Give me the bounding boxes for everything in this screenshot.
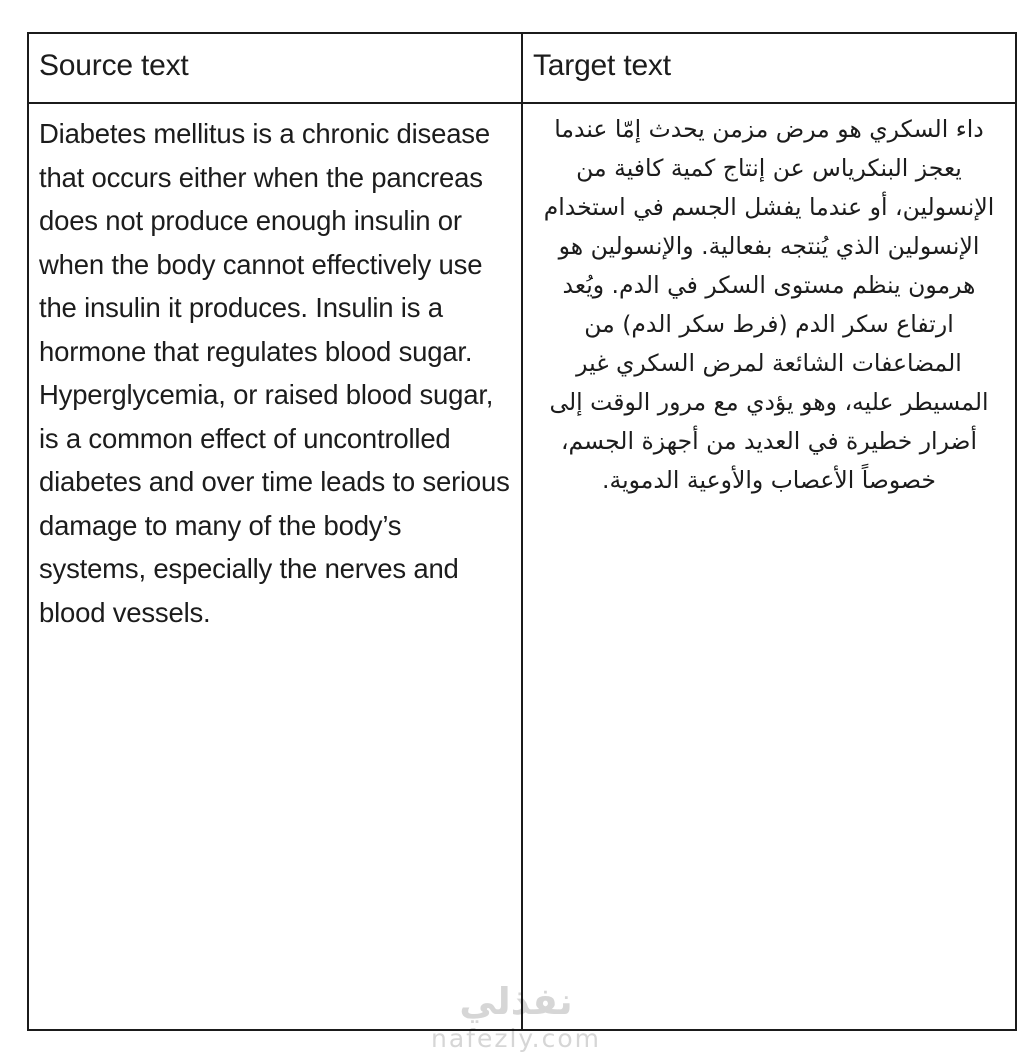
- target-paragraph: داء السكري هو مرض مزمن يحدث إمّا عندما يعجز البنكرياس عن إنتاج كمية كافية من الإنسولين، أو عندما يفشل الجسم في استخدام الإنسولين الذي يُنتجه بفعالية. والإنسولين هو هرمون ينظم مستوى السكر في الدم. ويُعد ارتفاع سكر الدم (فرط سكر الدم) من المضاعفات الشائعة لمرض السكري غير المسيطر عليه، وهو يؤدي مع مرور الوقت إلى أضرار خطيرة في العديد من أجهزة الجسم، خصوصاً الأعصاب والأوعية الدموية.: [543, 115, 995, 494]
- target-header-cell: [523, 34, 1015, 102]
- watermark-logo-text: نفذلي: [459, 980, 573, 1023]
- source-paragraph: Diabetes mellitus is a chronic disease that occurs either when the pancreas does not produce enough insulin or when the body cannot effectively use the insulin it produces. Insulin is a hormone that regulates blood sugar. Hyperglycemia, or raised blood sugar, is a common effect of uncontrolled diabetes and over time leads to serious damage to many of the body’s systems, especially the nerves and blood vessels.: [39, 118, 510, 628]
- translation-table: [27, 32, 1017, 1031]
- source-header-cell: [29, 34, 523, 102]
- source-text-cell: [29, 104, 523, 1029]
- watermark-domain-text: nafezly.com: [431, 1023, 601, 1053]
- table-header-row: [29, 34, 1015, 104]
- table-body-row: [29, 104, 1015, 1029]
- target-text-cell: [523, 104, 1015, 1029]
- source-header-label: Source text: [39, 49, 189, 82]
- target-header-label: Target text: [533, 49, 671, 82]
